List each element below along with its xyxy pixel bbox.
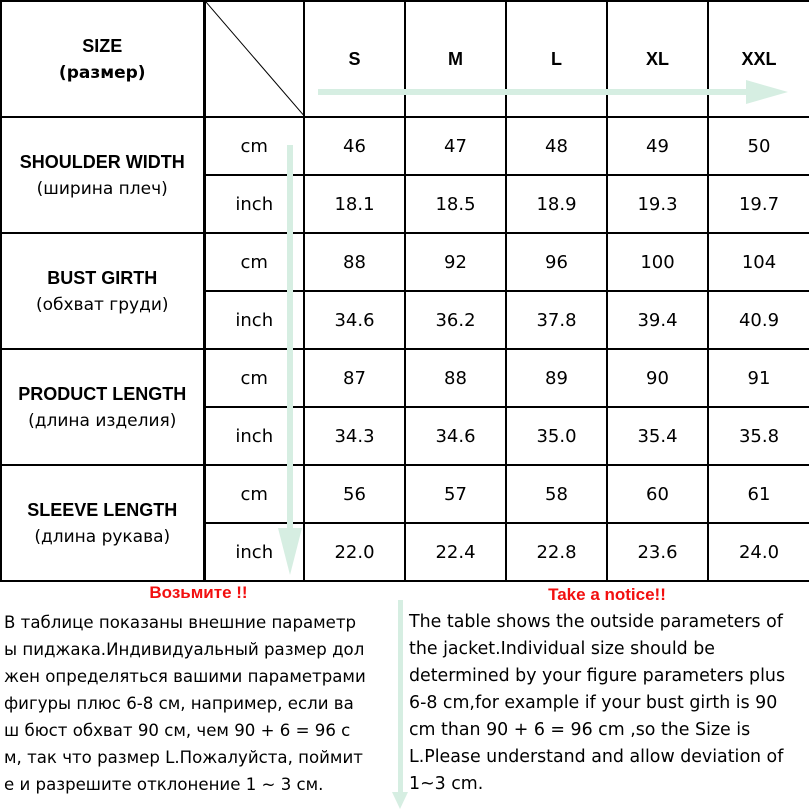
diagonal-line [206, 2, 306, 118]
unit-cell: cm [204, 233, 304, 291]
unit-cell: inch [204, 175, 304, 233]
size-label: SIZE [82, 35, 123, 56]
size-sublabel: (размер) [58, 62, 146, 83]
size-header-m: M [405, 1, 506, 117]
value-cell-l: 89 [506, 349, 607, 407]
value-cell-m: 88 [405, 349, 506, 407]
table-row [1, 117, 809, 175]
value-cell-xxl: 104 [708, 233, 809, 291]
value-cell-s: 18.1 [304, 175, 405, 233]
measurement-group-cell [1, 117, 204, 233]
value-cell-l: 58 [506, 465, 607, 523]
size-header-xxl: XXL [708, 1, 809, 117]
notice-english-body: The table shows the outside parameters of the jacket.Individual size should be determined by your figure parameters plus 6-8 cm,for example if your bust girth is 90 cm than 90 + 6 = 96 cm ,so the Size is L.Please understand and allow deviation of 1~3 cm. [409, 612, 786, 794]
table-row [1, 465, 809, 523]
unit-cell: cm [204, 349, 304, 407]
notice-russian [0, 580, 397, 809]
measurement-subtitle: (ширина плеч) [36, 178, 168, 199]
value-cell-m: 57 [405, 465, 506, 523]
value-cell-xxl: 50 [708, 117, 809, 175]
value-cell-l: 48 [506, 117, 607, 175]
notice-section [0, 580, 809, 809]
value-cell-xl: 49 [607, 117, 708, 175]
measurement-group-cell [1, 465, 204, 581]
value-cell-s: 88 [304, 233, 405, 291]
value-cell-xl: 39.4 [607, 291, 708, 349]
value-cell-xxl: 19.7 [708, 175, 809, 233]
notice-russian-heading: Возьмите !! [149, 583, 248, 602]
value-cell-l: 96 [506, 233, 607, 291]
header-row [1, 1, 809, 117]
value-cell-m: 92 [405, 233, 506, 291]
value-cell-xxl: 40.9 [708, 291, 809, 349]
unit-cell: inch [204, 291, 304, 349]
table-row [1, 349, 809, 407]
value-cell-xl: 60 [607, 465, 708, 523]
value-cell-s: 34.6 [304, 291, 405, 349]
notice-russian-body: В таблице показаны внешние параметр ы пиджака.Индивидуальный размер дол жен определяться вашими параметрами фигуры плюс 6-8 см, например, если ва ш бюст обхват 90 см, чем 90 + 6 = 96 с м, так что размер L.Пожалуйста, поймит е и разрешите отклонение 1 ~ 3 см. [4, 613, 366, 794]
value-cell-m: 36.2 [405, 291, 506, 349]
value-cell-m: 34.6 [405, 407, 506, 465]
size-header-xl: XL [607, 1, 708, 117]
notice-english-heading: Take a notice!! [548, 585, 666, 604]
diagonal-corner-cell [204, 1, 304, 117]
value-cell-xl: 35.4 [607, 407, 708, 465]
size-header-s: S [304, 1, 405, 117]
value-cell-s: 22.0 [304, 523, 405, 581]
measurement-title: PRODUCT LENGTH [18, 383, 187, 404]
unit-cell: inch [204, 523, 304, 581]
value-cell-xxl: 91 [708, 349, 809, 407]
notice-english [405, 580, 809, 809]
value-cell-xxl: 35.8 [708, 407, 809, 465]
value-cell-l: 35.0 [506, 407, 607, 465]
unit-cell: cm [204, 117, 304, 175]
value-cell-l: 37.8 [506, 291, 607, 349]
value-cell-s: 46 [304, 117, 405, 175]
measurement-title: SLEEVE LENGTH [27, 499, 178, 520]
measurement-group-cell [1, 233, 204, 349]
value-cell-l: 22.8 [506, 523, 607, 581]
size-header-l: L [506, 1, 607, 117]
value-cell-xxl: 61 [708, 465, 809, 523]
value-cell-l: 18.9 [506, 175, 607, 233]
value-cell-s: 34.3 [304, 407, 405, 465]
value-cell-m: 47 [405, 117, 506, 175]
measurement-title: SHOULDER WIDTH [19, 151, 185, 172]
value-cell-m: 18.5 [405, 175, 506, 233]
value-cell-xxl: 24.0 [708, 523, 809, 581]
value-cell-xl: 19.3 [607, 175, 708, 233]
unit-cell: inch [204, 407, 304, 465]
measurement-title: BUST GIRTH [47, 267, 158, 288]
unit-cell: cm [204, 465, 304, 523]
measurement-subtitle: (длина рукава) [34, 526, 171, 547]
value-cell-xl: 23.6 [607, 523, 708, 581]
measurement-group-cell [1, 349, 204, 465]
value-cell-xl: 90 [607, 349, 708, 407]
value-cell-s: 87 [304, 349, 405, 407]
measurement-subtitle: (длина изделия) [28, 410, 177, 431]
table-row [1, 233, 809, 291]
size-label-cell [1, 1, 204, 117]
value-cell-m: 22.4 [405, 523, 506, 581]
value-cell-s: 56 [304, 465, 405, 523]
value-cell-xl: 100 [607, 233, 708, 291]
measurement-subtitle: (обхват груди) [35, 294, 169, 315]
